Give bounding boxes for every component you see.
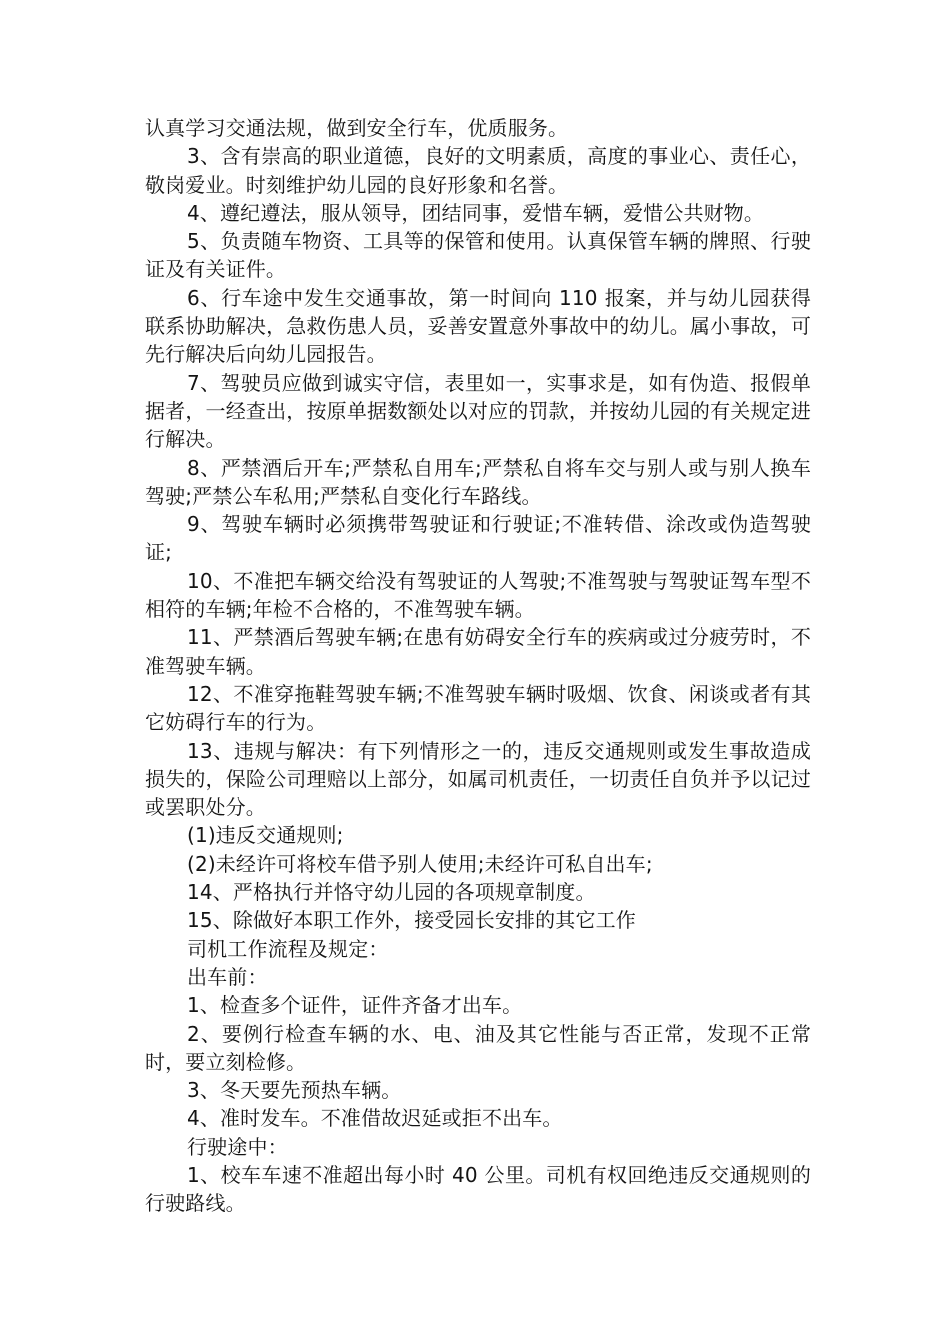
paragraph: 4、准时发车。不准借故迟延或拒不出车。	[187, 1106, 563, 1131]
paragraph: 3、含有崇高的职业道德，良好的文明素质，高度的事业心、责任心，敬岗爱业。时刻维护幼儿园的良好形象和名誉。	[145, 144, 811, 197]
subsection-heading: 出车前：	[187, 964, 268, 989]
paragraph: 15、除做好本职工作外，接受园长安排的其它工作	[187, 908, 636, 933]
subsection-heading: 行驶途中：	[187, 1134, 288, 1159]
section-heading: 司机工作流程及规定：	[187, 936, 389, 961]
paragraph: 11、严禁酒后驾驶车辆;在患有妨碍安全行车的疾病或过分疲劳时，不准驾驶车辆。	[145, 625, 811, 678]
paragraph: 2、要例行检查车辆的水、电、油及其它性能与否正常，发现不正常时，要立刻检修。	[145, 1021, 811, 1074]
paragraph: 1、校车车速不准超出每小时 40 公里。司机有权回绝违反交通规则的行驶路线。	[145, 1162, 811, 1216]
paragraph: 5、负责随车物资、工具等的保管和使用。认真保管车辆的牌照、行驶证及有关证件。	[145, 229, 811, 282]
paragraph: 12、不准穿拖鞋驾驶车辆;不准驾驶车辆时吸烟、饮食、闲谈或者有其它妨碍行车的行为。	[145, 681, 811, 735]
paragraph: 认真学习交通法规，做到安全行车，优质服务。	[145, 116, 569, 140]
paragraph: 7、驾驶员应做到诚实守信，表里如一，实事求是，如有伪造、报假单据者，一经查出，按原单据数额处以对应的罚款，并按幼儿园的有关规定进行解决。	[145, 370, 811, 452]
paragraph: 6、行车途中发生交通事故，第一时间向 110 报案，并与幼儿园获得联系协助解决，急救伤患人员，妥善安置意外事故中的幼儿。属小事故，可先行解决后向幼儿园报告。	[145, 285, 811, 367]
paragraph: 1、检查多个证件，证件齐备才出车。	[187, 993, 523, 1018]
paragraph: 14、严格执行并恪守幼儿园的各项规章制度。	[187, 880, 596, 905]
paragraph: 9、驾驶车辆时必须携带驾驶证和行驶证;不准转借、涂改或伪造驾驶证;	[145, 512, 811, 565]
list-item: (2)未经许可将校车借予别人使用;未经许可私自出车;	[187, 851, 653, 876]
paragraph: 13、违规与解决：有下列情形之一的，违反交通规则或发生事故造成损失的，保险公司理赔以上部分，如属司机责任，一切责任自负并予以记过或罢职处分。	[145, 738, 811, 820]
paragraph: 8、严禁酒后开车;严禁私自用车;严禁私自将车交与别人或与别人换车驾驶;严禁公车私用;严禁私自变化行车路线。	[145, 455, 811, 508]
paragraph: 3、冬天要先预热车辆。	[187, 1078, 402, 1103]
paragraph: 10、不准把车辆交给没有驾驶证的人驾驶;不准驾驶与驾驶证驾车型不相符的车辆;年检不合格的，不准驾驶车辆。	[145, 568, 811, 622]
paragraph: 4、遵纪遵法，服从领导，团结同事，爱惜车辆，爱惜公共财物。	[187, 200, 765, 225]
list-item: (1)违反交通规则;	[187, 823, 344, 848]
document-body	[145, 114, 811, 1218]
